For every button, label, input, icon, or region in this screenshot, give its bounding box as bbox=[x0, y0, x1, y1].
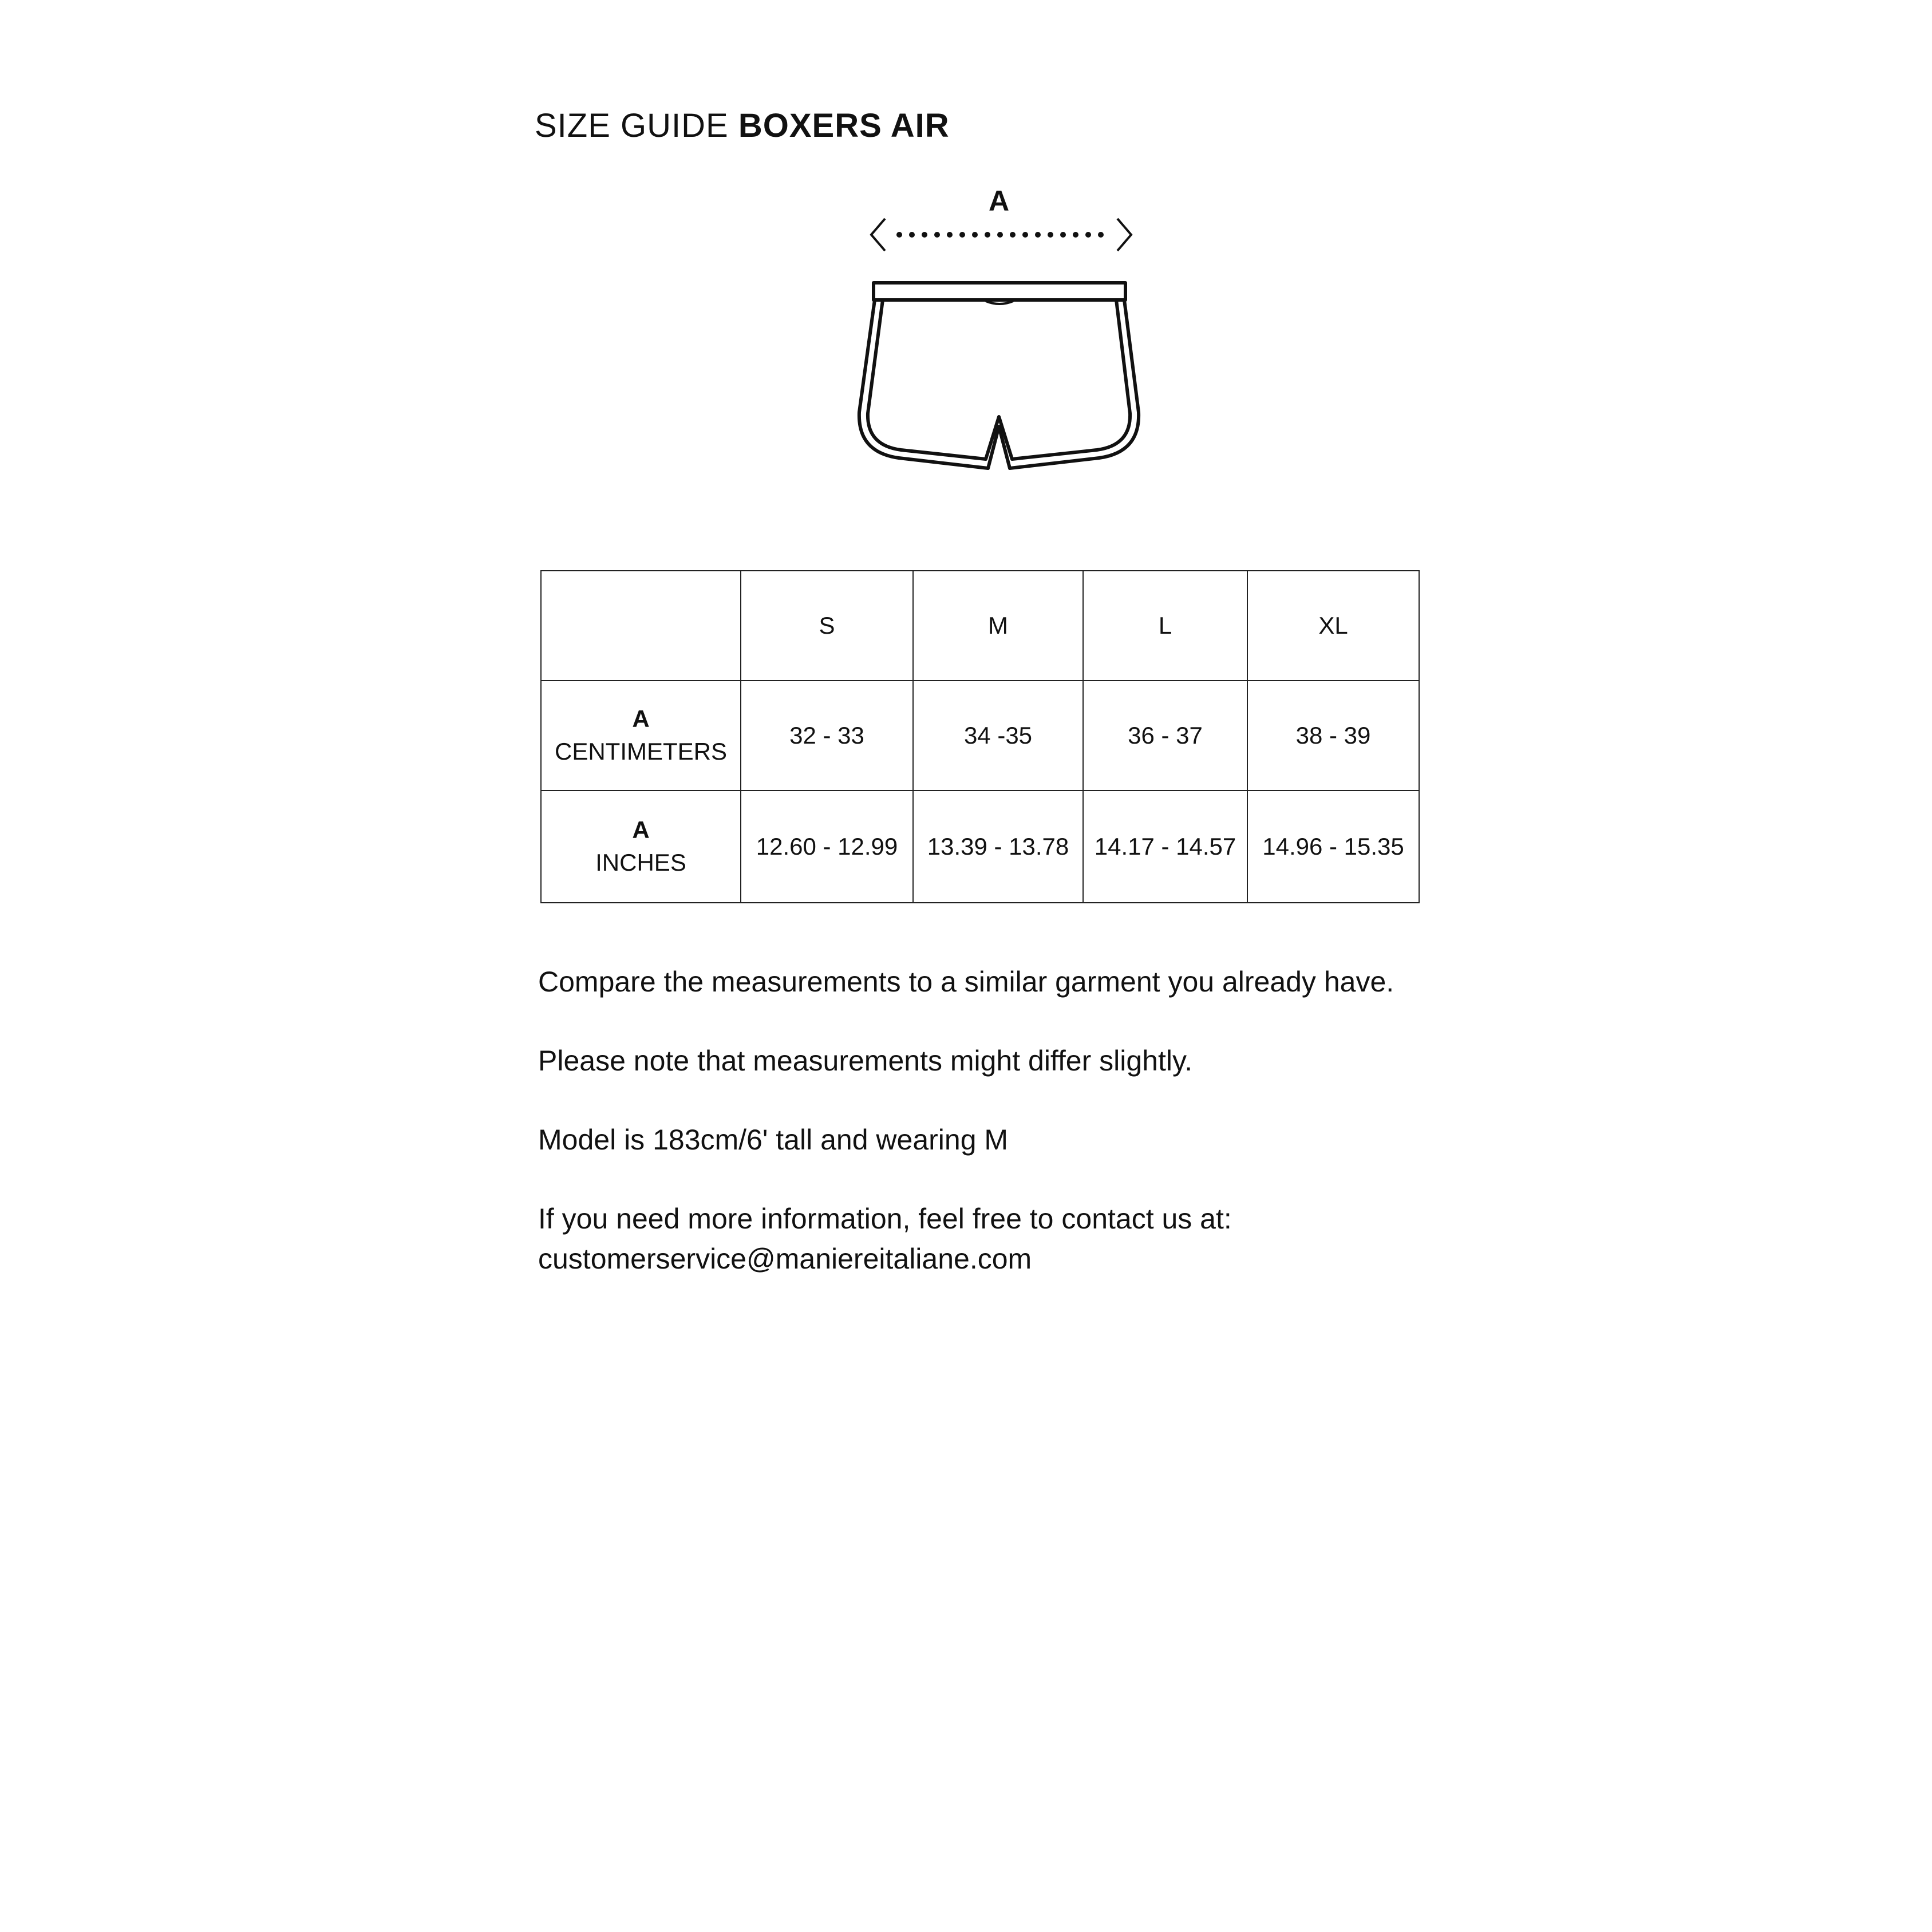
contact-text: If you need more information, feel free to contact us at: bbox=[538, 1203, 1232, 1235]
contact-email[interactable]: customerservice@maniereitaliane.com bbox=[538, 1243, 1032, 1275]
row-header-inches bbox=[541, 791, 741, 903]
size-column-xl: XL bbox=[1247, 571, 1419, 681]
measurement-label-a: A bbox=[988, 185, 1010, 217]
size-column-m: M bbox=[913, 571, 1083, 681]
row-header-centimeters bbox=[541, 681, 741, 791]
size-notes bbox=[538, 962, 1511, 1279]
table-row-inches bbox=[541, 791, 1419, 903]
note-differ: Please note that measurements might differ slightly. bbox=[538, 1045, 1193, 1077]
note-contact bbox=[538, 1199, 1511, 1279]
size-table-header-row bbox=[541, 571, 1419, 681]
waistband bbox=[874, 283, 1125, 300]
table-cell: 32 - 33 bbox=[741, 681, 913, 791]
table-cell: 14.17 - 14.57 bbox=[1083, 791, 1247, 903]
arrow-left-head-icon bbox=[871, 219, 885, 251]
table-cell: 34 -35 bbox=[913, 681, 1083, 791]
row-header-unit: INCHES bbox=[595, 849, 686, 876]
table-corner-cell bbox=[541, 571, 741, 681]
row-header-letter: A bbox=[632, 705, 650, 732]
table-cell: 12.60 - 12.99 bbox=[741, 791, 913, 903]
boxer-shorts-diagram bbox=[847, 183, 1151, 481]
size-column-l: L bbox=[1083, 571, 1247, 681]
size-column-s: S bbox=[741, 571, 913, 681]
note-compare: Compare the measurements to a similar garment you already have. bbox=[538, 966, 1394, 998]
shorts-outline bbox=[859, 283, 1139, 468]
table-cell: 38 - 39 bbox=[1247, 681, 1419, 791]
arrow-right-head-icon bbox=[1117, 219, 1131, 251]
title-prefix: SIZE GUIDE bbox=[535, 107, 729, 144]
size-table bbox=[540, 570, 1420, 903]
title-product: BOXERS AIR bbox=[738, 107, 950, 144]
row-header-unit: CENTIMETERS bbox=[554, 738, 727, 765]
table-cell: 13.39 - 13.78 bbox=[913, 791, 1083, 903]
table-cell: 14.96 - 15.35 bbox=[1247, 791, 1419, 903]
measurement-dots bbox=[896, 232, 1104, 238]
row-header-letter: A bbox=[632, 816, 650, 843]
page-title bbox=[535, 106, 950, 145]
shorts-body-inner bbox=[868, 300, 1130, 459]
table-cell: 36 - 37 bbox=[1083, 681, 1247, 791]
note-model: Model is 183cm/6' tall and wearing M bbox=[538, 1124, 1009, 1156]
table-row-centimeters bbox=[541, 681, 1419, 791]
shorts-body-outer bbox=[859, 300, 1139, 468]
